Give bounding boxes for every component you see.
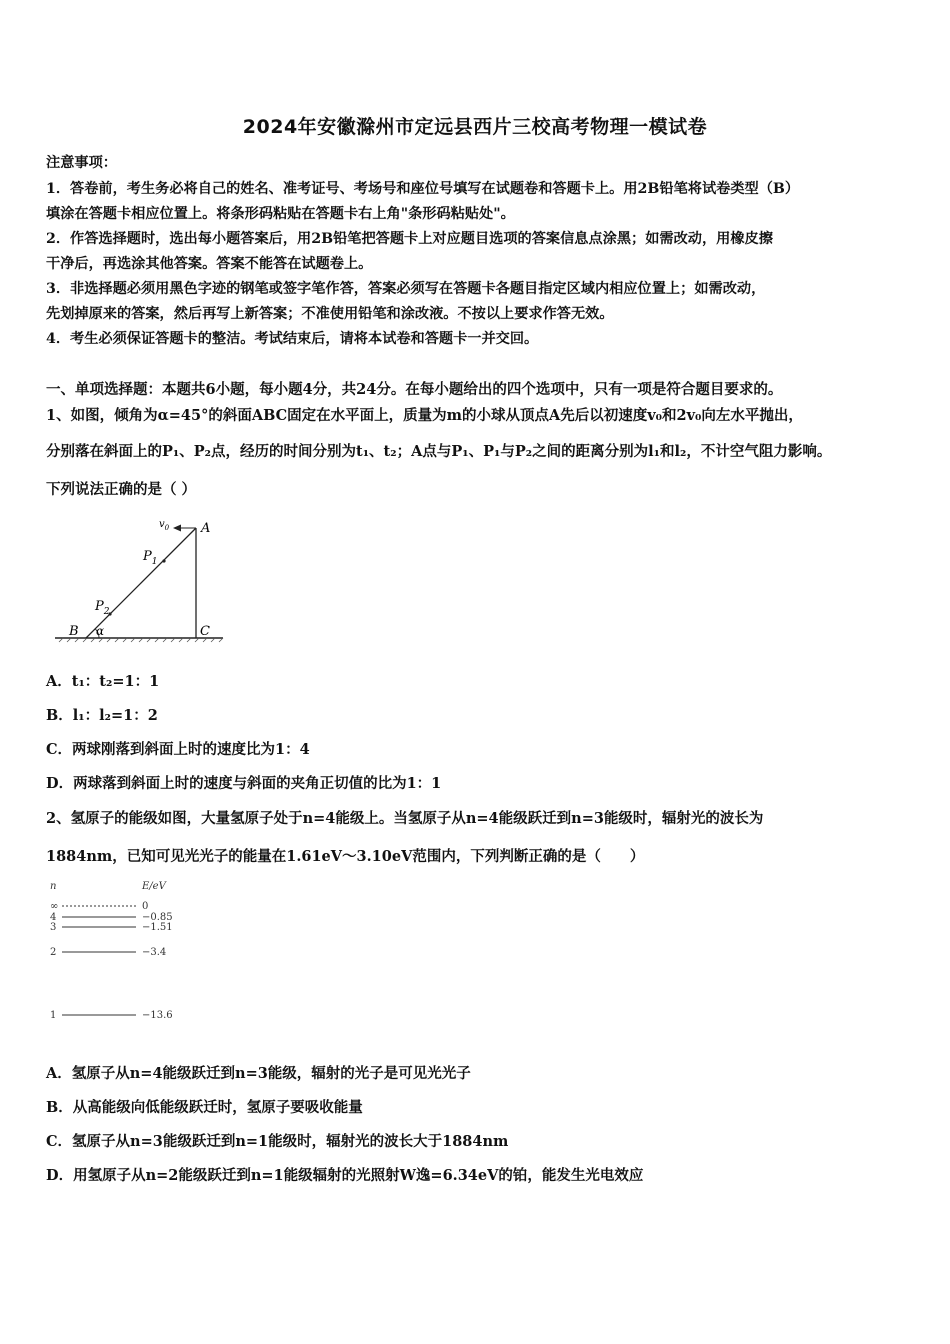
label-p1: $P_1$ [143,549,158,567]
level-e-label: −1.51 [142,922,173,933]
question-2-text: 1884nm，已知可见光光子的能量在1.61eV～3.10eV范围内，下列判断正确的是（ ） [46,848,645,865]
arrow-head-icon [173,525,181,532]
label-b: B [69,624,79,639]
section-heading: 一、单项选择题：本题共6小题，每小题4分，共24分。在每小题给出的四个选项中，只有一项是符合题目要求的。 [46,381,783,398]
question-1-text: 分别落在斜面上的P₁、P₂点，经历的时间分别为t₁、t₂；A点与P₁、P₁与P₂之间的距离分别为l₁和l₂，不计空气阻力影响。 [46,443,832,460]
option-a: A．t₁：t₂=1：1 [46,673,160,690]
n-header: n [50,881,57,892]
question-1-text: 下列说法正确的是（ ） [46,481,197,498]
incline-line [86,528,196,638]
option-c: C．氢原子从n=3能级跃迁到n=1能级时，辐射光的波长大于1884nm [46,1133,509,1150]
notice-line: 干净后，再选涂其他答案。答案不能答在试题卷上。 [46,256,373,272]
notice-line: 先划掉原来的答案，然后再写上新答案；不准使用铅笔和涂改液。不按以上要求作答无效。 [46,306,614,322]
option-d: D．用氢原子从n=2能级跃迁到n=1能级辐射的光照射W逸=6.34eV的铂，能发生光电效应 [46,1167,644,1184]
notice-heading: 注意事项： [46,155,117,171]
energy-level-figure [46,876,196,1024]
label-alpha: α [96,624,105,638]
option-c: C．两球刚落到斜面上时的速度比为1：4 [46,741,310,758]
option-d: D．两球落到斜面上时的速度与斜面的夹角正切值的比为1：1 [46,775,442,792]
e-header: E/eV [142,881,166,892]
incline-figure [55,512,230,647]
level-e-label: −13.6 [142,1010,173,1021]
question-2-text: 2、氢原子的能级如图，大量氢原子处于n=4能级上。当氢原子从n=4能级跃迁到n=3能级时，辐射光的波长为 [46,810,764,827]
page-title: 2024年安徽滁州市定远县西片三校高考物理一模试卷 [242,116,708,138]
point-p1 [162,559,165,562]
question-1-text: 1、如图，倾角为α=45°的斜面ABC固定在水平面上，质量为m的小球从顶点A先后以初速度v₀和2v₀向左水平抛出， [46,407,803,424]
level-n-label: 3 [50,922,57,933]
level-e-label: 0 [142,901,149,912]
label-p2: $P_2$ [95,599,110,617]
level-n-label: 1 [50,1010,57,1021]
level-e-label: −3.4 [142,947,167,958]
notice-line: 4．考生必须保证答题卡的整洁。考试结束后，请将本试卷和答题卡一并交回。 [46,331,539,347]
notice-line: 3．非选择题必须用黑色字迹的钢笔或签字笔作答，答案必须写在答题卡各题目指定区域内相应位置上；如需改动， [46,281,766,297]
label-v0: $v_0$ [159,519,170,532]
notice-line: 1．答卷前，考生务必将自己的姓名、准考证号、考场号和座位号填写在试题卷和答题卡上。用2B铅笔将试卷类型（B） [46,181,800,197]
option-b: B．从高能级向低能级跃迁时，氢原子要吸收能量 [46,1099,363,1116]
notice-line: 填涂在答题卡相应位置上。将条形码粘贴在答题卡右上角"条形码粘贴处"。 [46,206,515,222]
level-n-label: 2 [50,947,57,958]
label-a: A [201,521,211,536]
level-n-label: 4 [50,912,57,923]
level-n-label: ∞ [50,901,59,912]
option-b: B．l₁：l₂=1：2 [46,707,158,724]
level-e-label: −0.85 [142,912,173,923]
label-c: C [200,624,210,639]
option-a: A．氢原子从n=4能级跃迁到n=3能级，辐射的光子是可见光光子 [46,1065,471,1082]
notice-line: 2．作答选择题时，选出每小题答案后，用2B铅笔把答题卡上对应题目选项的答案信息点涂黑；如需改动，用橡皮擦 [46,231,773,247]
